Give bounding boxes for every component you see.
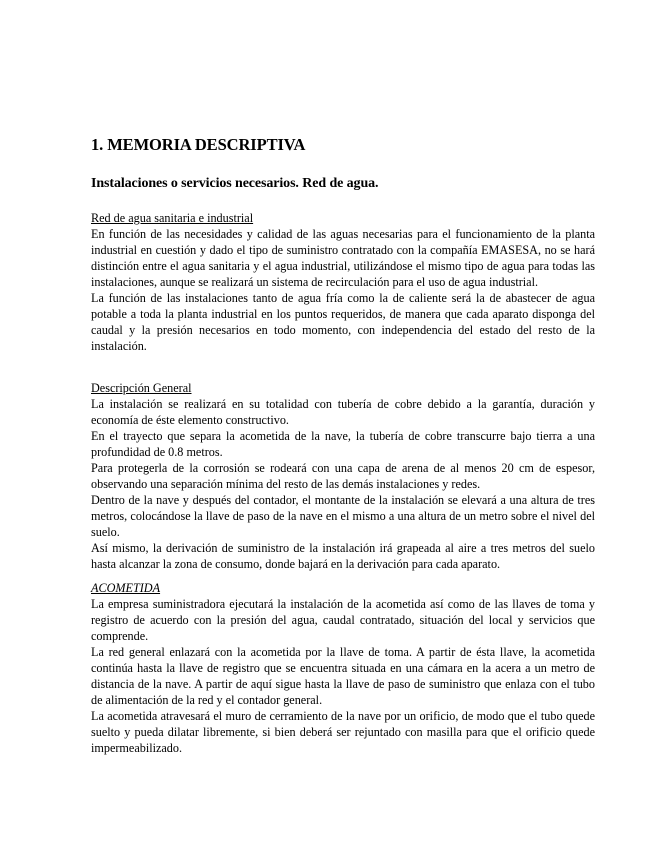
section-acometida <box>91 580 595 756</box>
paragraph: En función de las necesidades y calidad de las aguas necesarias para el funcionamiento de la planta industrial en cuestión y dado el tipo de suministro contratado con la compañía EMASESA, no se hará distinción entre el agua sanitaria y el agua industrial, utilizándose el mismo tipo de agua para todas las instalaciones, aunque se realizará un sistema de recirculación para el uso de agua industrial. <box>91 227 595 289</box>
paragraph: La empresa suministradora ejecutará la instalación de la acometida así como de las llaves de toma y registro de acuerdo con la presión del agua, caudal contratado, situación del local y servicios que comprende. <box>91 597 595 643</box>
paragraph: La función de las instalaciones tanto de agua fría como la de caliente será la de abastecer de agua potable a toda la planta industrial en los puntos requeridos, de manera que cada aparato disponga del caudal y la presión necesarios en todo momento, con independencia del estado del resto de la instalación. <box>91 291 595 353</box>
paragraph: Así mismo, la derivación de suministro de la instalación irá grapeada al aire a tres metros del suelo hasta alcanzar la zona de consumo, donde bajará en la derivación para cada aparato. <box>91 541 595 571</box>
section-heading: Descripción General <box>91 381 192 395</box>
paragraph: La instalación se realizará en su totalidad con tubería de cobre debido a la garantía, duración y economía de éste elemento constructivo. <box>91 397 595 427</box>
section-heading: Red de agua sanitaria e industrial <box>91 211 254 225</box>
paragraph: En el trayecto que separa la acometida de la nave, la tubería de cobre transcurre bajo tierra a una profundidad de 0.8 metros. <box>91 429 595 459</box>
paragraph: La acometida atravesará el muro de cerramiento de la nave por un orificio, de modo que el tubo quede suelto y pueda dilatar libremente, si bien deberá ser rejuntado con masilla para que el orificio quede impermeabilizado. <box>91 709 595 755</box>
paragraph: Para protegerla de la corrosión se rodeará con una capa de arena de al menos 20 cm de espesor, observando una separación mínima del resto de las demás instalaciones y redes. <box>91 461 595 491</box>
document-subtitle: Instalaciones o servicios necesarios. Red de agua. <box>91 176 379 191</box>
section-red-de-agua <box>91 210 595 354</box>
section-descripcion-general <box>91 380 595 572</box>
document-title: 1. MEMORIA DESCRIPTIVA <box>91 135 306 154</box>
paragraph: La red general enlazará con la acometida por la llave de toma. A partir de ésta llave, la acometida continúa hasta la llave de registro que se encuentra situada en una cámara en la acera a un metro de distancia de la nave. A partir de aquí sigue hasta la llave de paso de suministro que enlaza con el tubo de alimentación de la red y el contador general. <box>91 645 595 707</box>
paragraph: Dentro de la nave y después del contador, el montante de la instalación se elevará a una altura de tres metros, colocándose la llave de paso de la nave en el mismo a una altura de un metro sobre el nivel del suelo. <box>91 493 595 539</box>
section-heading: ACOMETIDA <box>91 581 161 595</box>
